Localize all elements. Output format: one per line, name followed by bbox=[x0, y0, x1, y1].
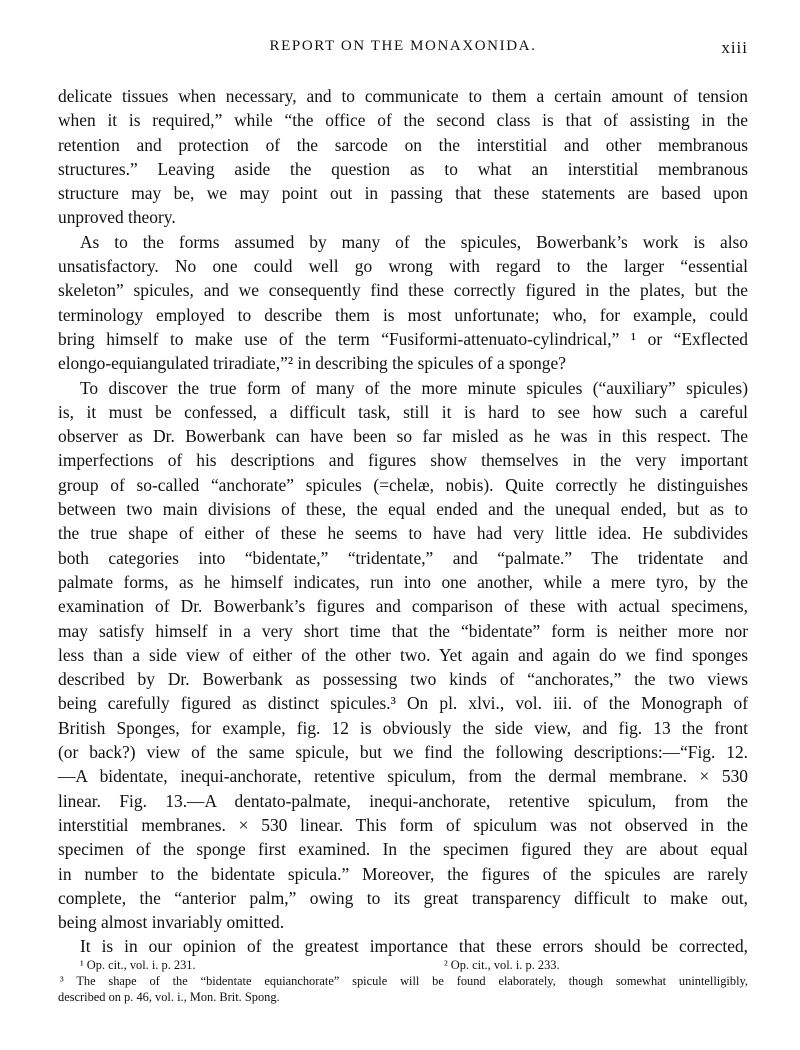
text-line: is, it must be confessed, a difficult task, still it is hard to see how such a careful bbox=[58, 401, 748, 422]
footnote-1: ¹ Op. cit., vol. i. p. 231. bbox=[80, 958, 196, 972]
text-line: unsatisfactory. No one could well go wrong with regard to the larger “essential bbox=[58, 256, 748, 277]
text-line: unproved theory. bbox=[58, 207, 176, 228]
text-line: skeleton” spicules, and we consequently find these correctly figured in the plates, but the bbox=[58, 280, 748, 301]
footnote-2: ² Op. cit., vol. i. p. 233. bbox=[444, 958, 560, 972]
text-line: between two main divisions of these, the equal ended and the unequal ended, but as to bbox=[58, 499, 748, 520]
text-line: imperfections of his descriptions and figures show themselves in the very important bbox=[58, 450, 748, 471]
text-line: being almost invariably omitted. bbox=[58, 912, 285, 933]
text-line: less than a side view of either of the other two. Yet again and again do we find sponges bbox=[58, 644, 748, 665]
text-line: delicate tissues when necessary, and to communicate to them a certain amount of tension bbox=[58, 86, 748, 106]
text-line: retention and protection of the sarcode on the interstitial and other membranous bbox=[58, 134, 748, 155]
text-line: interstitial membranes. × 530 linear. This form of spiculum was not observed in the bbox=[58, 814, 748, 835]
text-line: the true shape of either of these he seems to have had very little idea. He subdivides bbox=[58, 523, 748, 544]
text-line: may satisfy himself in a very short time that the “bidentate” form is neither more nor bbox=[58, 620, 748, 641]
text-line: examination of Dr. Bowerbank’s figures and comparison of these with actual specimens, bbox=[58, 596, 748, 617]
text-line: group of so-called “anchorate” spicules (=chelæ, nobis). Quite correctly he distinguishes bbox=[58, 474, 748, 495]
text-line: linear. Fig. 13.—A dentato-palmate, inequi-anchorate, retentive spiculum, from the bbox=[58, 790, 748, 811]
text-line: terminology employed to describe them is most unfortunate; who, for example, could bbox=[58, 304, 748, 325]
page-header bbox=[58, 38, 748, 64]
text-line: in number to the bidentate spicula.” Moreover, the figures of the spicules are rarely bbox=[58, 863, 748, 884]
page-number: xiii bbox=[721, 38, 748, 57]
body-text bbox=[58, 84, 748, 959]
text-line: To discover the true form of many of the more minute spicules (“auxiliary” spicules) bbox=[80, 377, 748, 398]
text-line: described by Dr. Bowerbank as possessing two kinds of “anchorates,” the two views bbox=[58, 669, 748, 690]
footnote-row bbox=[58, 957, 748, 973]
text-line: British Sponges, for example, fig. 12 is obviously the side view, and fig. 13 the front bbox=[58, 717, 748, 738]
text-line: complete, the “anterior palm,” owing to its great transparency difficult to make out, bbox=[58, 887, 748, 908]
text-line: (or back?) view of the same spicule, but we find the following descriptions:—“Fig. 12. bbox=[58, 742, 748, 763]
text-line: —A bidentate, inequi-anchorate, retentive spiculum, from the dermal membrane. × 530 bbox=[58, 766, 748, 787]
footnote-3: ³ The shape of the “bidentate equianchorate” spicule will be found elaborately, though somewhat unintelligibly, bbox=[60, 974, 748, 988]
text-line: palmate forms, as he himself indicates, run into one another, while a mere tyro, by the bbox=[58, 571, 748, 592]
text-line: As to the forms assumed by many of the spicules, Bowerbank’s work is also bbox=[80, 231, 748, 252]
footnote-3-continued: described on p. 46, vol. i., Mon. Brit. Spong. bbox=[58, 990, 280, 1004]
text-line: elongo-equiangulated triradiate,”² in describing the spicules of a sponge? bbox=[58, 353, 566, 374]
text-line: observer as Dr. Bowerbank can have been so far misled as he was in this respect. The bbox=[58, 426, 748, 447]
text-line: structure may be, we may point out in passing that these statements are based upon bbox=[58, 183, 748, 204]
text-line: when it is required,” while “the office of the second class is that of assisting in the bbox=[58, 110, 748, 131]
footnotes bbox=[58, 957, 748, 1005]
running-title: REPORT ON THE MONAXONIDA. bbox=[269, 38, 537, 54]
text-line: specimen of the sponge first examined. In the specimen figured they are about equal bbox=[58, 839, 748, 860]
text-line: being carefully figured as distinct spicules.³ On pl. xlvi., vol. iii. of the Monograph of bbox=[58, 693, 748, 714]
text-line: both categories into “bidentate,” “tridentate,” and “palmate.” The tridentate and bbox=[58, 547, 748, 568]
text-line: It is in our opinion of the greatest importance that these errors should be corrected, bbox=[80, 936, 748, 957]
text-line: structures.” Leaving aside the question as to what an interstitial membranous bbox=[58, 158, 748, 179]
text-line: bring himself to make use of the term “Fusiformi-attenuato-cylindrical,” ¹ or “Exflected bbox=[58, 328, 748, 349]
